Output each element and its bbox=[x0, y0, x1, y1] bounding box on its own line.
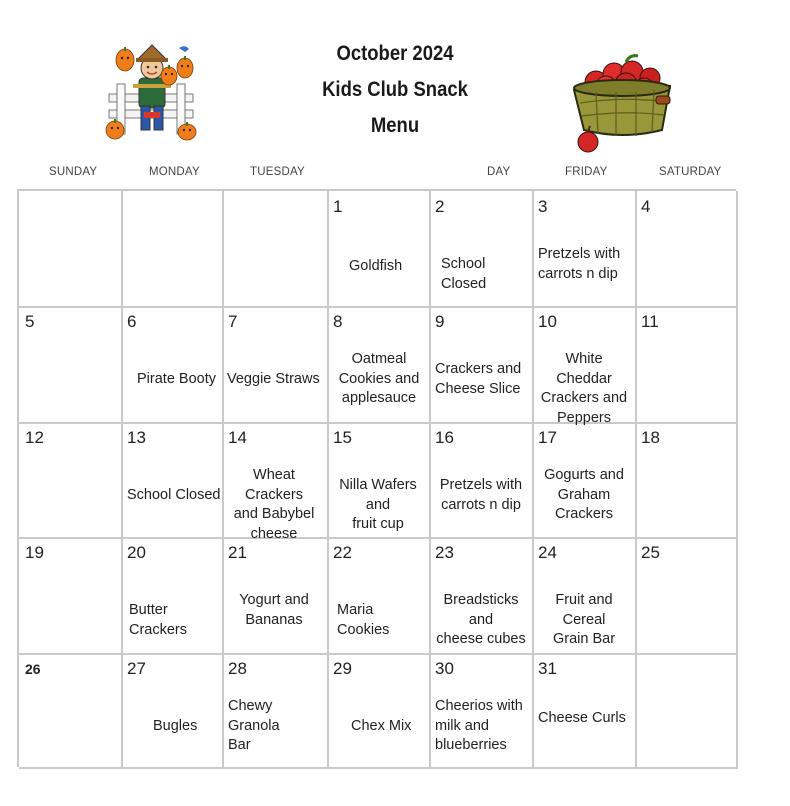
day-number: 1 bbox=[333, 197, 343, 216]
calendar-cell bbox=[327, 191, 431, 308]
snack-item: Goldfish bbox=[349, 258, 403, 274]
snack-item: Fruit and Cereal Grain Bar bbox=[552, 592, 616, 647]
snack-item: School Closed bbox=[127, 487, 221, 503]
day-number: 24 bbox=[538, 543, 557, 562]
day-number: 22 bbox=[333, 543, 352, 562]
calendar-cell bbox=[19, 537, 123, 655]
day-number: 18 bbox=[641, 428, 660, 447]
snack-item: Cheese Curls bbox=[538, 710, 626, 726]
calendar-cell bbox=[532, 653, 637, 769]
weekday-thursday-partial: DAY bbox=[487, 166, 511, 178]
scarecrow-pumpkins-illustration bbox=[103, 40, 199, 142]
snack-item: Pretzels with carrots n dip bbox=[538, 246, 621, 282]
snack-item: Oatmeal Cookies and applesauce bbox=[338, 351, 420, 406]
snack-item: Nilla Wafers and fruit cup bbox=[339, 477, 417, 532]
day-number: 27 bbox=[127, 659, 146, 678]
day-number: 30 bbox=[435, 659, 454, 678]
calendar-cell bbox=[429, 422, 534, 539]
day-number: 10 bbox=[538, 312, 557, 331]
day-number: 13 bbox=[127, 428, 146, 447]
calendar-cell bbox=[327, 306, 431, 424]
day-number: 4 bbox=[641, 197, 651, 216]
day-number: 29 bbox=[333, 659, 352, 678]
weekday-tuesday: TUESDAY bbox=[250, 166, 305, 178]
day-number: 26 bbox=[25, 661, 41, 677]
snack-item: Butter Crackers bbox=[129, 602, 188, 638]
calendar-cell bbox=[635, 653, 738, 769]
day-number: 8 bbox=[333, 312, 343, 331]
calendar-cell bbox=[19, 422, 123, 539]
calendar-grid bbox=[17, 189, 736, 767]
day-number: 6 bbox=[127, 312, 137, 331]
snack-item: Gogurts and Graham Crackers bbox=[544, 467, 624, 522]
apple-basket-illustration bbox=[566, 48, 682, 156]
day-number: 19 bbox=[25, 543, 44, 562]
calendar-cell bbox=[19, 653, 123, 769]
snack-item: School Closed bbox=[441, 256, 487, 292]
calendar-cell bbox=[222, 422, 329, 542]
snack-item: Pretzels with carrots n dip bbox=[439, 477, 523, 513]
snack-item: Crackers and Cheese Slice bbox=[435, 361, 522, 397]
calendar-cell bbox=[429, 537, 534, 655]
day-number: 25 bbox=[641, 543, 660, 562]
calendar-cell bbox=[635, 306, 738, 424]
calendar-cell bbox=[635, 422, 738, 539]
calendar-cell bbox=[532, 191, 637, 308]
day-number: 21 bbox=[228, 543, 247, 562]
day-number: 31 bbox=[538, 659, 557, 678]
snack-item: Pirate Booty bbox=[137, 371, 216, 387]
calendar-cell bbox=[429, 653, 534, 769]
page-title bbox=[311, 36, 478, 144]
calendar-cell bbox=[327, 537, 431, 655]
calendar-cell bbox=[635, 191, 738, 308]
day-number: 5 bbox=[25, 312, 35, 331]
day-number: 15 bbox=[333, 428, 352, 447]
calendar-cell bbox=[222, 653, 329, 769]
snack-item: Veggie Straws bbox=[227, 371, 320, 387]
snack-item: Breadsticks and cheese cubes bbox=[436, 592, 526, 647]
day-number: 17 bbox=[538, 428, 557, 447]
calendar-cell bbox=[532, 537, 637, 655]
weekday-friday: FRIDAY bbox=[565, 166, 608, 178]
calendar-cell bbox=[19, 306, 123, 424]
calendar-cell bbox=[429, 306, 534, 424]
calendar-cell bbox=[19, 191, 123, 308]
calendar-cell bbox=[532, 306, 637, 424]
calendar-cell bbox=[327, 422, 431, 539]
snack-item: Yogurt and Bananas bbox=[239, 592, 309, 628]
title-name: Kids Club Snack bbox=[322, 78, 468, 101]
calendar-cell bbox=[121, 191, 224, 308]
weekday-saturday: SATURDAY bbox=[659, 166, 722, 178]
calendar-cell bbox=[121, 422, 224, 539]
day-number: 20 bbox=[127, 543, 146, 562]
calendar-cell bbox=[429, 191, 534, 308]
calendar-cell bbox=[635, 537, 738, 655]
snack-item: Cheerios with milk and blueberries bbox=[435, 698, 523, 753]
day-number: 23 bbox=[435, 543, 454, 562]
day-number: 3 bbox=[538, 197, 548, 216]
day-number: 9 bbox=[435, 312, 445, 331]
calendar-cell bbox=[222, 191, 329, 308]
calendar-cell bbox=[121, 537, 224, 655]
snack-item: Wheat Crackers and Babybel cheese bbox=[233, 467, 315, 542]
snack-item: White Cheddar Crackers and Peppers bbox=[540, 351, 628, 426]
calendar-cell bbox=[222, 306, 329, 424]
day-number: 12 bbox=[25, 428, 44, 447]
calendar-cell bbox=[121, 306, 224, 424]
day-number: 7 bbox=[228, 312, 238, 331]
day-number: 11 bbox=[641, 312, 659, 331]
weekday-monday: MONDAY bbox=[149, 166, 200, 178]
weekday-sunday: SUNDAY bbox=[49, 166, 98, 178]
snack-item: Chex Mix bbox=[351, 718, 412, 734]
day-number: 28 bbox=[228, 659, 247, 678]
title-month: October 2024 bbox=[336, 42, 454, 65]
day-number: 16 bbox=[435, 428, 454, 447]
calendar-cell bbox=[327, 653, 431, 769]
calendar-cell bbox=[222, 537, 329, 655]
calendar-cell bbox=[532, 422, 637, 539]
snack-item: Maria Cookies bbox=[337, 602, 390, 638]
snack-item: Bugles bbox=[153, 718, 198, 734]
day-number: 14 bbox=[228, 428, 247, 447]
snack-item: Chewy Granola Bar bbox=[228, 698, 280, 753]
calendar-cell bbox=[121, 653, 224, 769]
title-menu: Menu bbox=[370, 114, 420, 137]
day-number: 2 bbox=[435, 197, 445, 216]
